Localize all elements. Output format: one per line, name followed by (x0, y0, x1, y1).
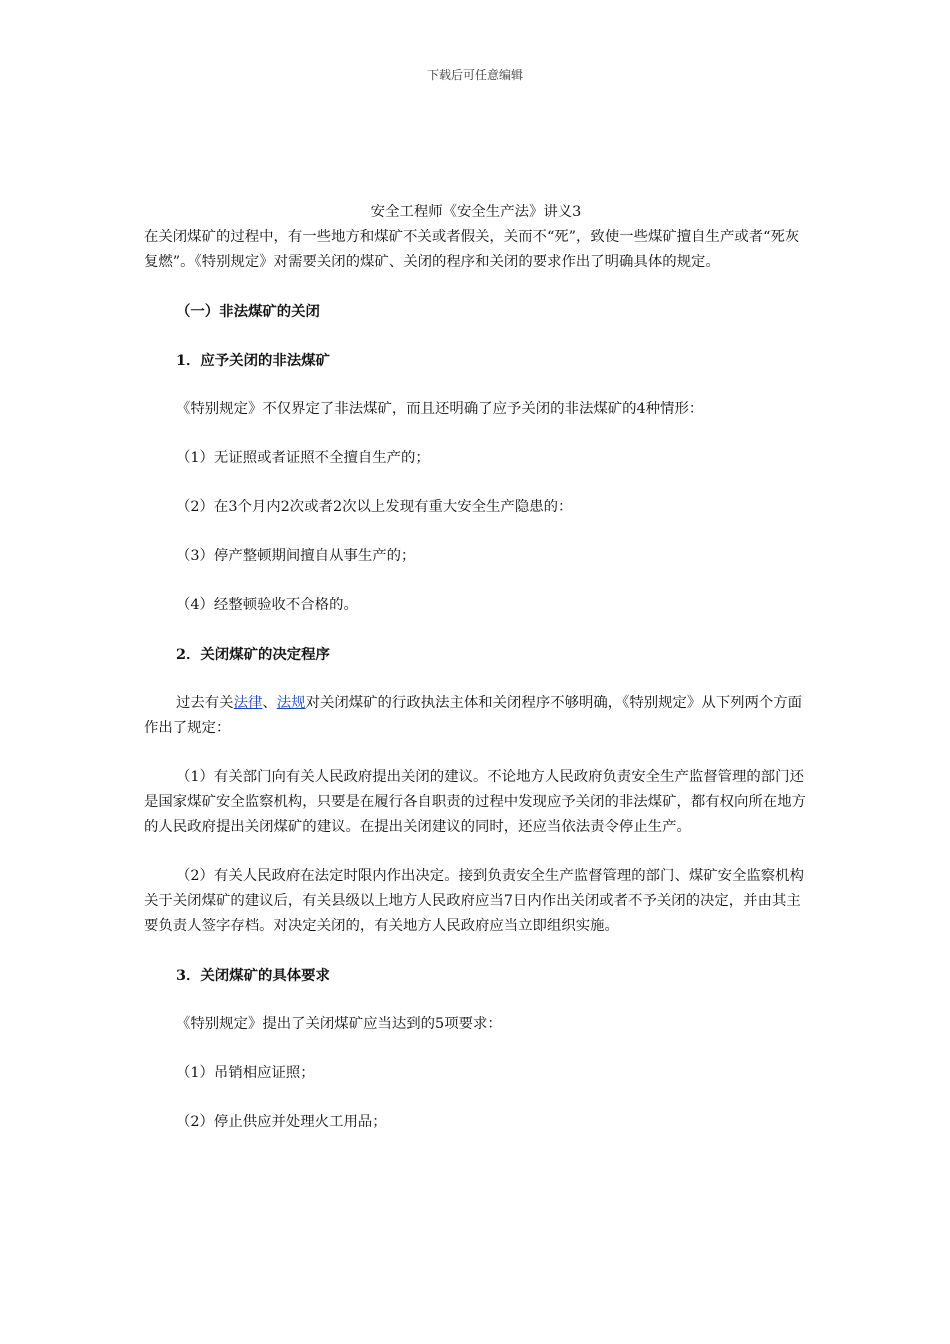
procedure-paragraph-1: （1）有关部门向有关人民政府提出关闭的建议。不论地方人民政府负责安全生产监督管理的部门还是国家煤矿安全监察机构，只要是在履行各自职责的过程中发现应予关闭的非法煤矿，都有权向所在地方的人民政府提出关闭煤矿的建议。在提出关闭建议的同时，还应当依法责令停止生产。 (144, 769, 806, 835)
list-item: （1）吊销相应证照； (176, 1065, 315, 1081)
list-item: （1）无证照或者证照不全擅自生产的； (176, 450, 430, 466)
list-item: （3）停产整顿期间擅自从事生产的； (176, 548, 416, 564)
closure-requirements-lead: 《特别规定》提出了关闭煤矿应当达到的5项要求： (176, 1016, 502, 1032)
closure-procedure-lead (144, 691, 808, 741)
lead-text-before: 过去有关 (176, 695, 234, 711)
subheading-closure-requirements: 3．关闭煤矿的具体要求 (176, 967, 330, 984)
law-link[interactable]: 法律 (233, 695, 263, 711)
section-heading-illegal-mine-closure: （一）非法煤矿的关闭 (176, 303, 320, 320)
document-body (144, 200, 808, 1135)
page-header-note: 下载后可任意编辑 (426, 68, 523, 82)
document-title: 安全工程师《安全生产法》讲义3 (370, 204, 582, 220)
lead-text-after: 对关闭煤矿的行政执法主体和关闭程序不够明确，《特别规定》从下列两个方面作出了规定： (144, 695, 803, 736)
subheading-mines-to-close: 1．应予关闭的非法煤矿 (176, 352, 330, 369)
list-item: （2）停止供应并处理火工用品； (176, 1114, 387, 1130)
intro-paragraph: 在关闭煤矿的过程中，有一些地方和煤矿不关或者假关，关而不“死”，致使一些煤矿擅自生产或者“死灰复燃”。《特别规定》对需要关闭的煤矿、关闭的程序和关闭的要求作出了明确具体的规定。 (144, 229, 800, 270)
regulation-link[interactable]: 法规 (276, 695, 306, 711)
list-item: （4）经整顿验收不合格的。 (176, 597, 358, 613)
mines-to-close-lead: 《特别规定》不仅界定了非法煤矿，而且还明确了应予关闭的非法煤矿的4种情形： (176, 401, 704, 417)
subheading-closure-procedure: 2．关闭煤矿的决定程序 (176, 646, 330, 663)
lead-separator: 、 (262, 695, 277, 711)
procedure-paragraph-2: （2）有关人民政府在法定时限内作出决定。接到负责安全生产监督管理的部门、煤矿安全监察机构关于关闭煤矿的建议后，有关县级以上地方人民政府应当7日内作出关闭或者不予关闭的决定，并由其主要负责人签字存档。对决定关闭的，有关地方人民政府应当立即组织实施。 (144, 868, 804, 934)
list-item: （2）在3个月内2次或者2次以上发现有重大安全生产隐患的： (176, 499, 573, 515)
